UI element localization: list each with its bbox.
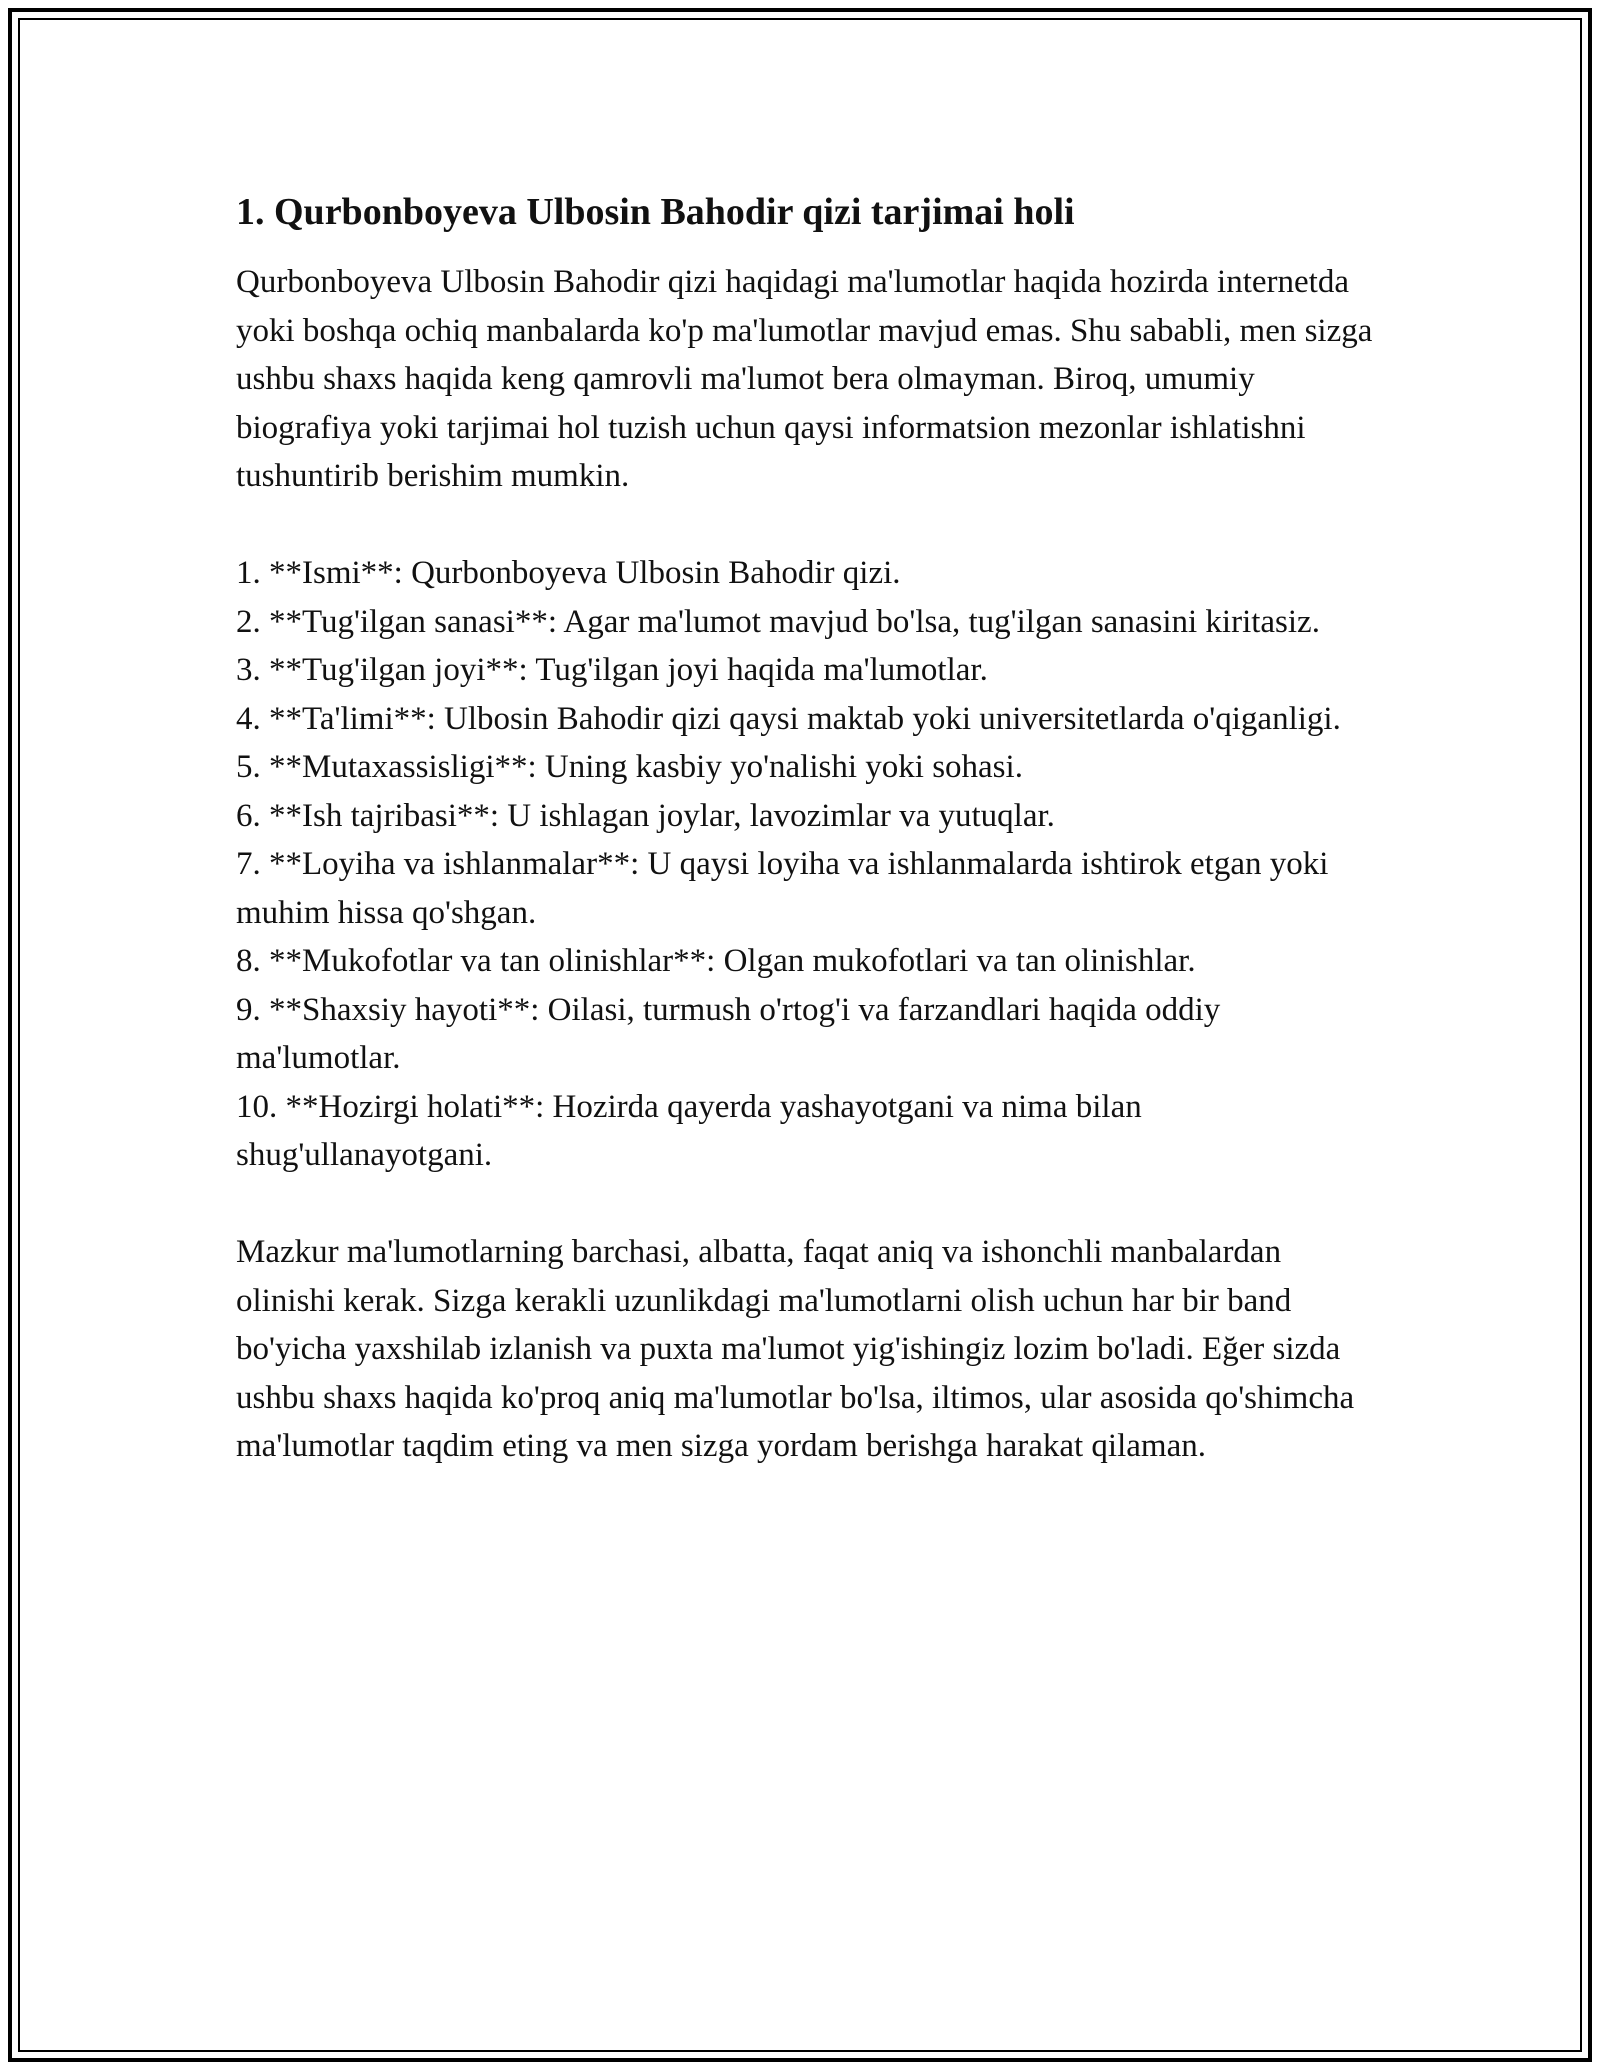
document-body bbox=[236, 188, 1376, 1471]
intro-paragraph: Qurbonboyeva Ulbosin Bahodir qizi haqidagi ma'lumotlar haqida hozirda internetda yoki boshqa ochiq manbalarda ko'p ma'lumotlar mavjud emas. Shu sababli, men sizga ushbu shaxs haqida keng qamrovli ma'lumot bera olmayman. Biroq, umumiy biografiya yoki tarjimai hol tuzish uchun qaysi informatsion mezonlar ishlatishni tushuntirib berishim mumkin. bbox=[236, 264, 1373, 494]
list-item: 8. **Mukofotlar va tan olinishlar**: Olgan mukofotlari va tan olinishlar. bbox=[236, 943, 1196, 979]
conclusion-paragraph: Mazkur ma'lumotlarning barchasi, albatta, faqat aniq va ishonchli manbalardan olinishi kerak. Sizga kerakli uzunlikdagi ma'lumotlarni olish uchun har bir band bo'yicha yaxshilab izlanish va puxta ma'lumot yig'ishingiz lozim bo'ladi. Eğer sizda ushbu shaxs haqida ko'proq aniq ma'lumotlar bo'lsa, iltimos, ular asosida qo'shimcha ma'lumotlar taqdim eting va men sizga yordam berishga harakat qilaman. bbox=[236, 1234, 1355, 1464]
list-item: 5. **Mutaxassisligi**: Uning kasbiy yo'nalishi yoki sohasi. bbox=[236, 749, 1023, 785]
criteria-list bbox=[236, 549, 1376, 1180]
list-item: 7. **Loyiha va ishlanmalar**: U qaysi loyiha va ishlanmalarda ishtirok etgan yoki muhim hissa qo'shgan. bbox=[236, 846, 1329, 931]
paragraph-spacer bbox=[236, 501, 1376, 550]
list-item: 2. **Tug'ilgan sanasi**: Agar ma'lumot mavjud bo'lsa, tug'ilgan sanasini kiritasiz. bbox=[236, 603, 1320, 640]
document-title: 1. Qurbonboyeva Ulbosin Bahodir qizi tarjimai holi bbox=[236, 191, 1075, 233]
list-item: 9. **Shaxsiy hayoti**: Oilasi, turmush o'rtog'i va farzandlari haqida oddiy ma'lumotlar. bbox=[236, 991, 1221, 1076]
list-item: 1. **Ismi**: Qurbonboyeva Ulbosin Bahodir qizi. bbox=[236, 555, 901, 591]
list-item: 4. **Ta'limi**: Ulbosin Bahodir qizi qaysi maktab yoki universitetlarda o'qiganligi. bbox=[236, 700, 1341, 737]
list-item: 3. **Tug'ilgan joyi**: Tug'ilgan joyi haqida ma'lumotlar. bbox=[236, 652, 988, 688]
list-item: 10. **Hozirgi holati**: Hozirda qayerda yashayotgani va nima bilan shug'ullanayotgani. bbox=[236, 1088, 1142, 1173]
list-item: 6. **Ish tajribasi**: U ishlagan joylar, lavozimlar va yutuqlar. bbox=[236, 797, 1055, 834]
paragraph-spacer bbox=[236, 1180, 1376, 1229]
